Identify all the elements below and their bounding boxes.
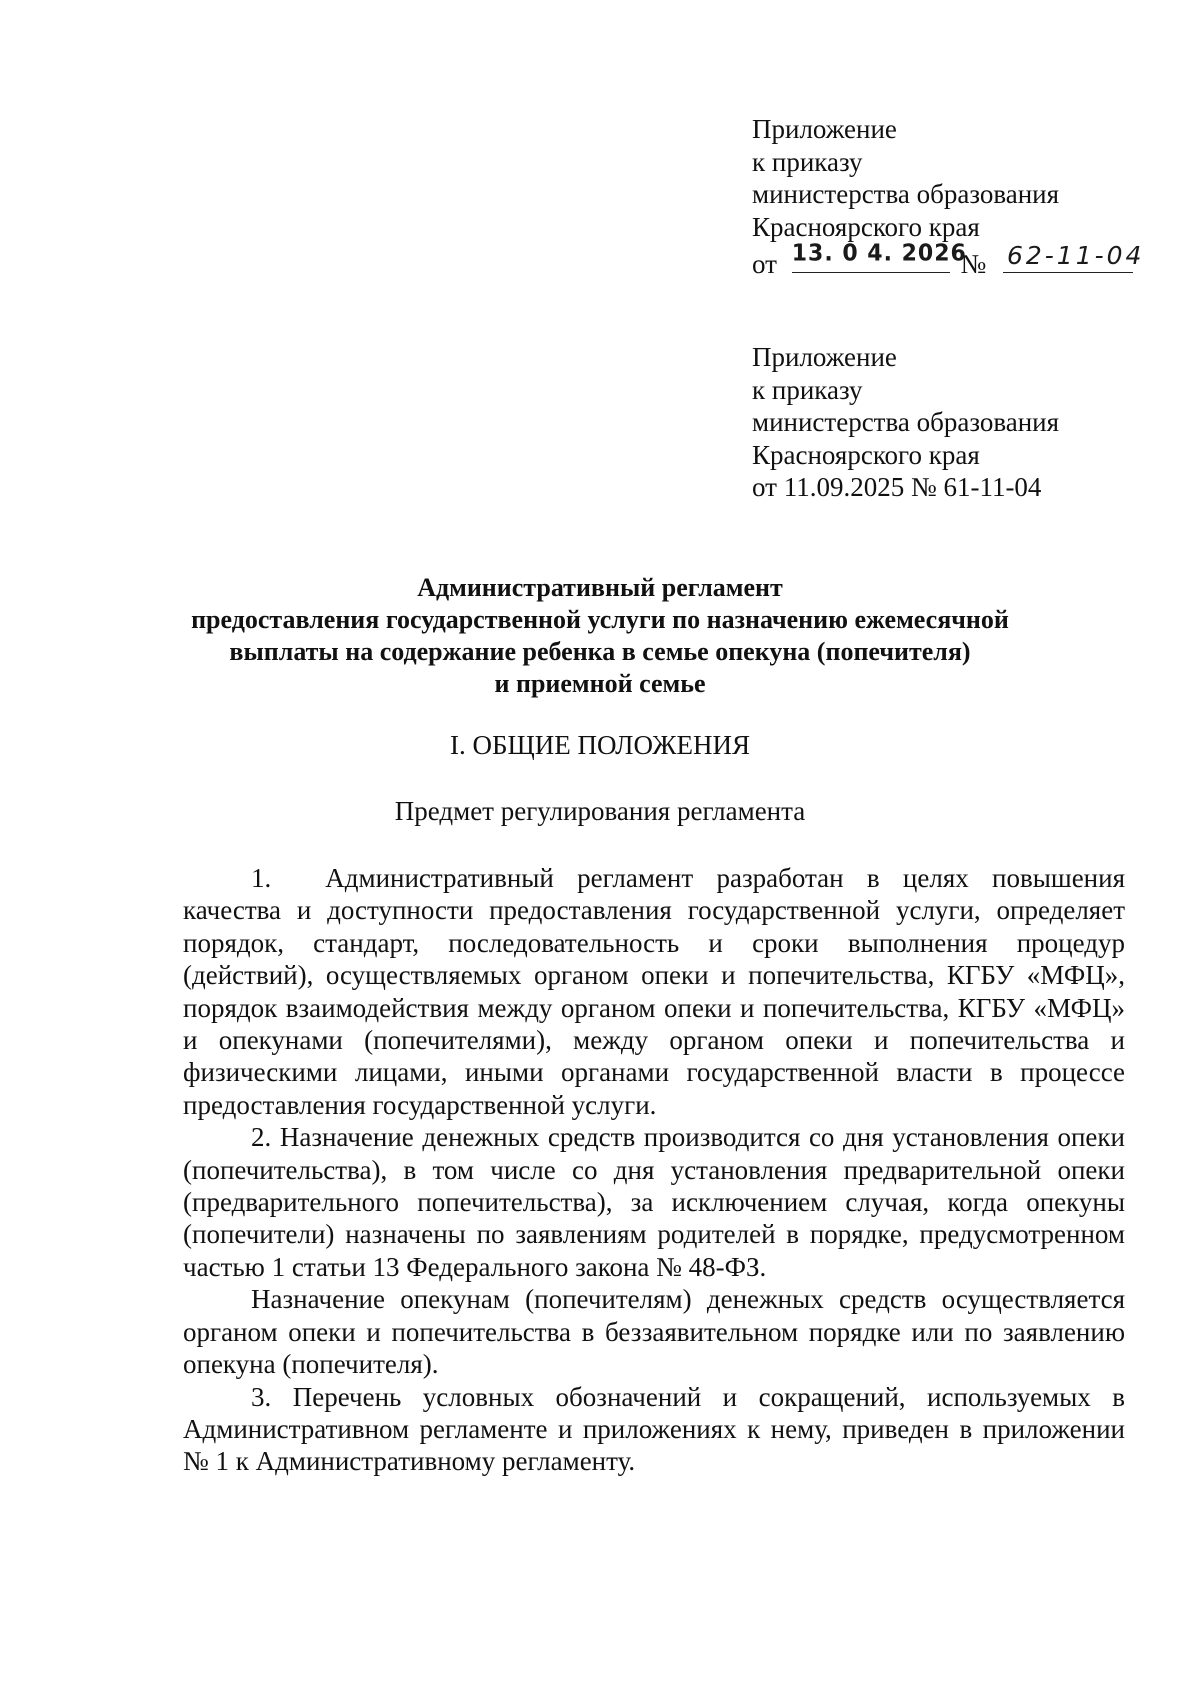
- title-line: и приемной семье: [494, 669, 706, 698]
- document-title: [120, 572, 1080, 700]
- number-sign: №: [960, 249, 987, 279]
- appendix-region: Красноярского края: [752, 439, 980, 470]
- title-line: Административный регламент: [417, 573, 783, 602]
- paragraph-number: 1.: [251, 863, 272, 893]
- subsection-heading: Предмет регулирования регламента: [394, 796, 806, 826]
- appendix-ministry: министерства образования: [752, 407, 1060, 437]
- date-blank: [791, 239, 967, 273]
- handwritten-date: 13. 0 4. 2026: [791, 239, 967, 267]
- appendix-order-ref: к приказу: [752, 146, 863, 177]
- appendix-label: Приложение: [752, 114, 897, 144]
- title-line: предоставления государственной услуги по назначению ежемесячной: [191, 605, 1009, 634]
- handwritten-number: 62-11-04: [1006, 240, 1145, 270]
- title-line: выплаты на содержание ребенка в семье опекуна (попечителя): [229, 637, 971, 666]
- paragraph: [183, 862, 1125, 1121]
- appendix-current-order: [752, 113, 1152, 281]
- paragraph: 2. Назначение денежных средств производится со дня установления опеки (попечительства), в том числе со дня установления предварительной опеки (предварительного попечительства), за исключением случая, когда опекуны (попечители) назначены по заявлениям родителей в порядке, предусмотренном частью 1 статьи 13 Федерального закона № 48-ФЗ.: [183, 1122, 1125, 1282]
- paragraph-text: Административный регламент разработан в целях повышения качества и доступности предоставления государственной услуги, определяет порядок, стандарт, последовательность и сроки выполнения процедур (действий), осуществляемых органом опеки и попечительства, КГБУ «МФЦ», порядок взаимодействия между органом опеки и попечительства, КГБУ «МФЦ» и опекунами (попечителями), между органом опеки и попечительства и физическими лицами, иными органами государственной власти в процессе предоставления государственной услуги.: [183, 863, 1125, 1120]
- from-label: от: [752, 249, 777, 279]
- appendix-date-number: от 11.09.2025 № 61-11-04: [752, 472, 1042, 502]
- appendix-previous-order: [752, 341, 1152, 504]
- paragraph: 3. Перечень условных обозначений и сокращений, используемых в Административном регламенте и приложениях к нему, приведен в приложении № 1 к Административному регламенту.: [183, 1381, 1125, 1477]
- appendix-label: Приложение: [752, 342, 897, 372]
- paragraph: Назначение опекунам (попечителям) денежных средств осуществляется органом опеки и попечительства в беззаявительном порядке или по заявлению опекуна (попечителя).: [183, 1284, 1125, 1380]
- appendix-region: Красноярского края: [752, 211, 980, 242]
- section-heading: I. ОБЩИЕ ПОЛОЖЕНИЯ: [450, 730, 750, 760]
- number-blank: [1003, 240, 1145, 273]
- appendix-ministry: министерства образования: [752, 179, 1060, 209]
- appendix-date-number-line: [752, 239, 1152, 281]
- document-body: [183, 862, 1125, 1478]
- appendix-order-ref: к приказу: [752, 374, 863, 405]
